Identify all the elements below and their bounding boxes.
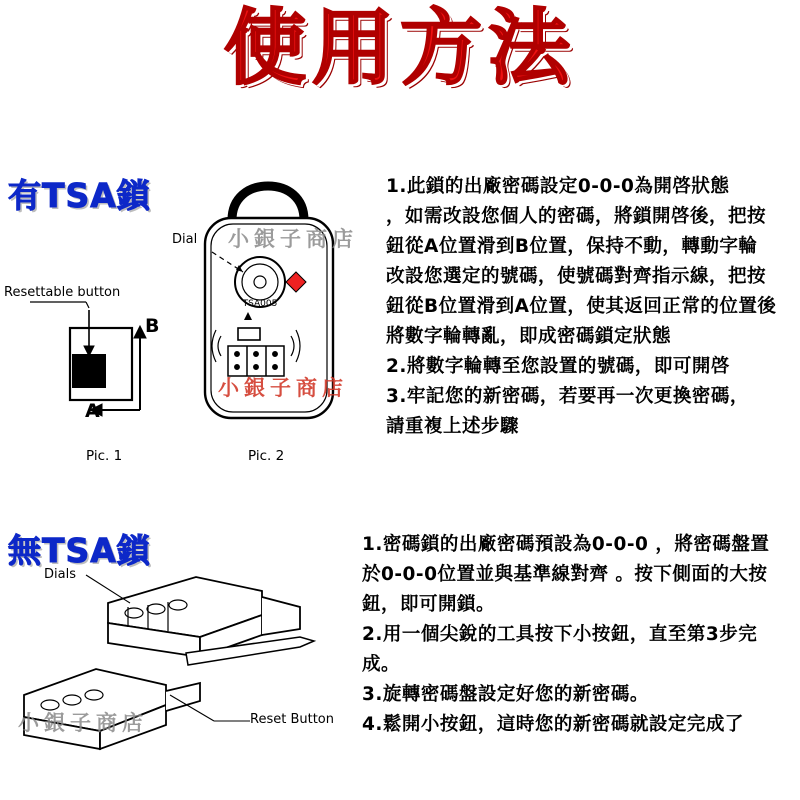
- page-title: 使用方法: [223, 1, 576, 96]
- non-tsa-instructions: [362, 530, 794, 740]
- instruction-line: 請重複上述步驟: [386, 416, 520, 437]
- instruction-line: 於0-0-0位置並與基準線對齊 。按下側面的大按: [362, 564, 768, 585]
- label-point-a: A: [85, 400, 100, 422]
- tsa-lock-diagram: [0, 160, 380, 470]
- label-dials: Dials: [44, 567, 76, 582]
- section-heading-non-tsa: 無TSA鎖: [8, 531, 151, 570]
- instruction-line: 3.牢記您的新密碼，若要再一次更換密碼，: [386, 386, 749, 407]
- label-reset-button: Reset Button: [250, 712, 334, 727]
- instruction-line: 將數字輪轉亂，即成密碼鎖定狀態: [386, 326, 672, 347]
- caption-pic1: Pic. 1: [86, 448, 123, 464]
- instruction-line: 3.旋轉密碼盤設定好您的新密碼。: [362, 684, 649, 705]
- watermark: 小銀子商店: [218, 375, 348, 400]
- instruction-line: 成。: [362, 654, 401, 675]
- tsa-instructions: [386, 172, 792, 442]
- instruction-line: 改設您選定的號碼，使號碼對齊指示線，把按: [386, 266, 767, 287]
- instruction-line: 1.密碼鎖的出廠密碼預設為0-0-0 ，將密碼盤置: [362, 534, 770, 555]
- instruction-line: 4.鬆開小按鈕，這時您的新密碼就設定完成了: [362, 714, 744, 735]
- instruction-line: 鈕從B位置滑到A位置，使其返回正常的位置後: [386, 296, 777, 317]
- instruction-line: 1.此鎖的出廠密碼設定0-0-0為開啓狀態: [386, 176, 730, 197]
- label-point-b: B: [145, 315, 160, 337]
- instruction-line: 2.用一個尖銳的工具按下小按鈕，直至第3步完: [362, 624, 758, 645]
- instruction-line: ，如需改設您個人的密碼，將鎖開啓後，把按: [386, 206, 767, 227]
- watermark: 小銀子商店: [228, 226, 358, 251]
- instruction-line: 鈕從A位置滑到B位置，保持不動，轉動字輪: [386, 236, 758, 257]
- label-dial: Dial: [172, 232, 198, 247]
- tsa-lock-drawing: [0, 160, 380, 480]
- caption-pic2: Pic. 2: [248, 448, 285, 464]
- instruction-line: 鈕，即可開鎖。: [362, 594, 496, 615]
- watermark: 小銀子商店: [18, 710, 148, 735]
- instruction-line: 2.將數字輪轉至您設置的號碼，即可開啓: [386, 356, 730, 377]
- svg-text:TSA005: TSA005: [242, 299, 278, 309]
- section-heading-tsa: 有TSA鎖: [8, 176, 151, 215]
- label-resettable-button: Resettable button: [4, 285, 121, 300]
